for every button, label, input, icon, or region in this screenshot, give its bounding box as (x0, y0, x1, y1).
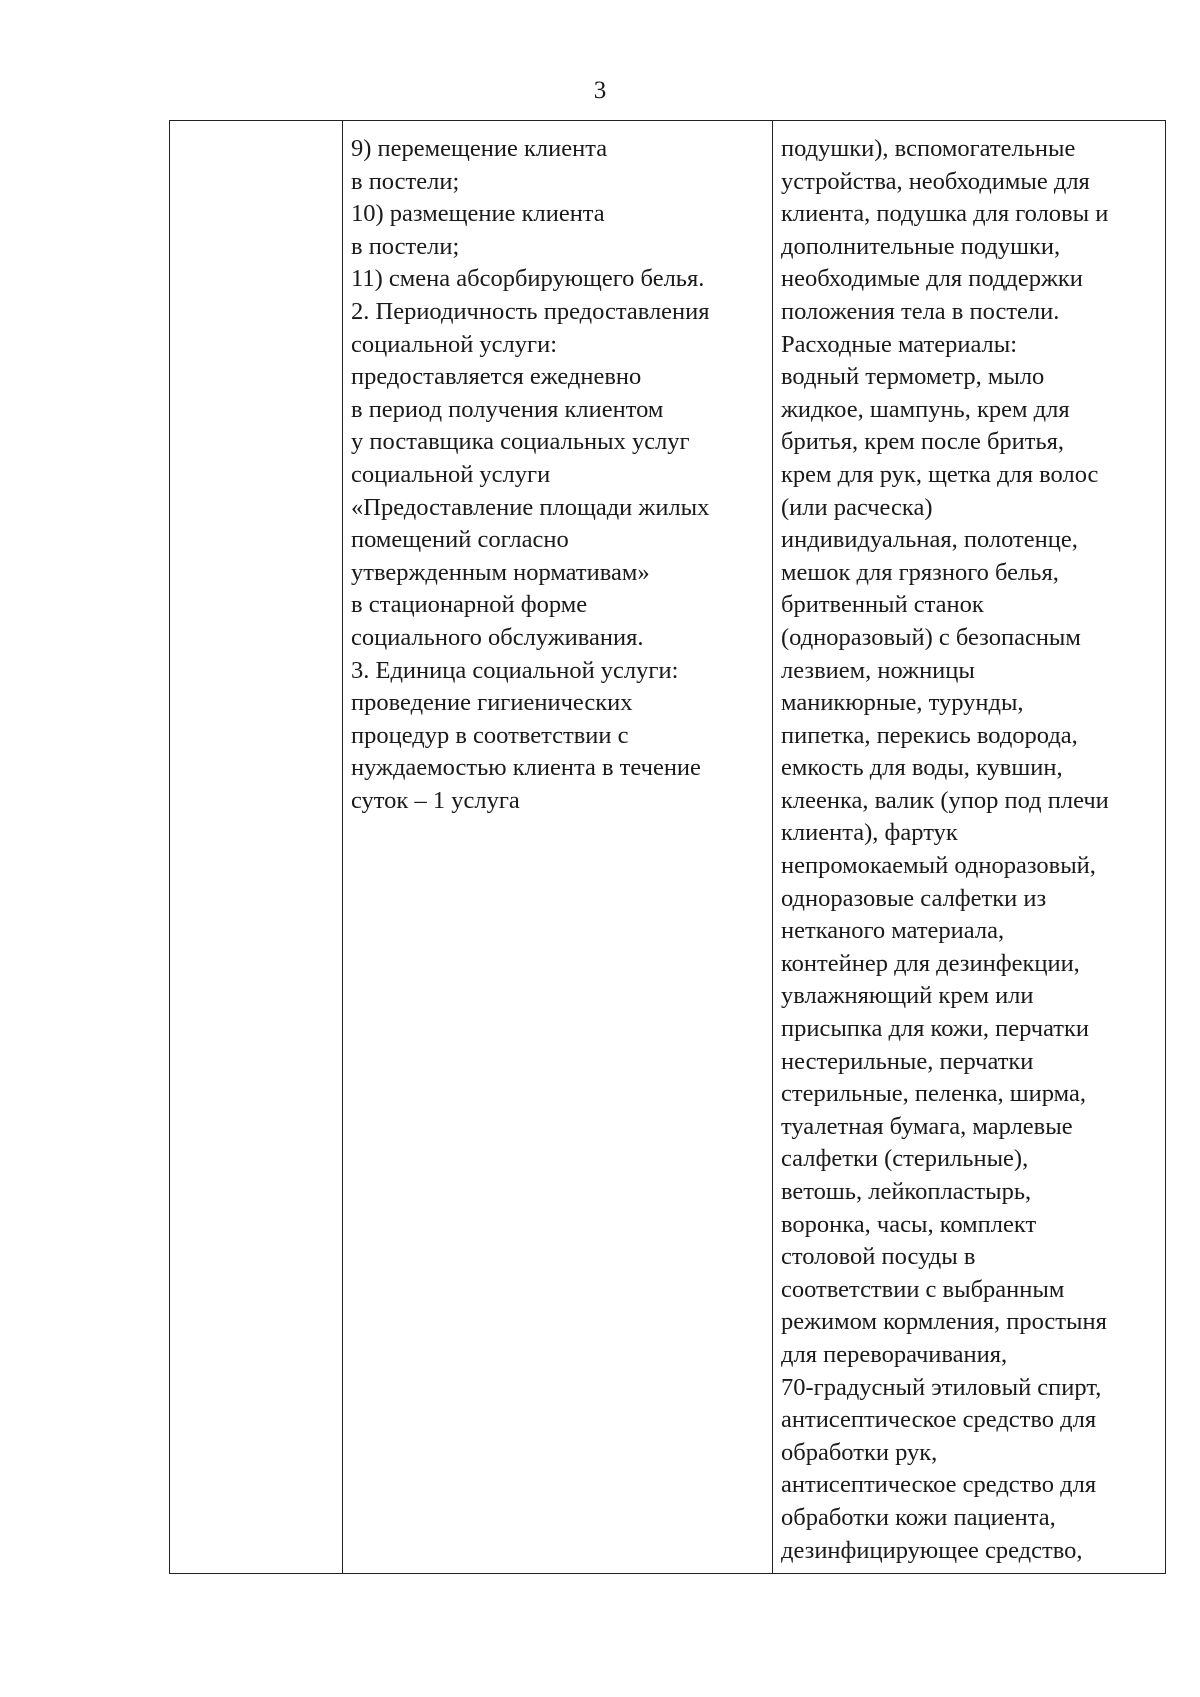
cell-text-col2 (343, 121, 772, 817)
text-line: подушки), вспомогательные (781, 135, 1076, 162)
text-line: нуждаемостью клиента в течение (351, 754, 701, 782)
text-line: необходимые для поддержки (781, 265, 1083, 293)
text-line: для переворачивания, (781, 1340, 1008, 1368)
text-line: стерильные, пеленка, ширма, (781, 1080, 1086, 1108)
text-line: водный термометр, мыло (781, 363, 1045, 391)
text-line: туалетная бумага, марлевые (781, 1112, 1073, 1140)
text-line: клеенка, валик (упор под плечи (781, 786, 1109, 814)
text-line: емкость для воды, кувшин, (781, 754, 1063, 782)
text-line: клиента), фартук (781, 819, 958, 847)
text-line: устройства, необходимые для (781, 167, 1090, 195)
text-line: клиента, подушка для головы и (781, 200, 1109, 228)
text-line: бритвенный станок (781, 591, 984, 619)
text-line: Расходные материалы: (781, 330, 1018, 358)
text-line: одноразовые салфетки из (781, 884, 1047, 912)
text-line: утвержденным нормативам» (351, 558, 650, 586)
text-line: антисептическое средство для (781, 1471, 1097, 1499)
text-line: процедур в соответствии с (351, 721, 629, 749)
text-line: 10) размещение клиента (351, 200, 605, 228)
text-line: пипетка, перекись водорода, (781, 721, 1078, 749)
table-cell-materials (773, 121, 1167, 1573)
table-cell-service-description (343, 121, 773, 1573)
text-line: проведение гигиенических (351, 689, 633, 717)
text-line: «Предоставление площади жилых (351, 493, 710, 521)
text-line: столовой посуды в (781, 1243, 976, 1271)
text-line: салфетки (стерильные), (781, 1145, 1029, 1173)
text-line: (одноразовый) с безопасным (781, 623, 1081, 651)
text-line: воронка, часы, комплект (781, 1210, 1037, 1238)
text-line: непромокаемый одноразовый, (781, 852, 1096, 880)
text-line: 70-градусный этиловый спирт, (781, 1373, 1102, 1401)
text-line: социальной услуги: (351, 330, 558, 358)
text-line: ветошь, лейкопластырь, (781, 1178, 1032, 1205)
text-line: положения тела в постели. (781, 297, 1060, 325)
table-cell-empty (170, 121, 343, 1573)
text-line: мешок для грязного белья, (781, 558, 1059, 586)
text-line: антисептическое средство для (781, 1406, 1097, 1434)
text-line: соответствии с выбранным (781, 1275, 1065, 1303)
text-line: у поставщика социальных услуг (351, 428, 690, 456)
cell-text-col3 (773, 121, 1167, 1567)
text-line: в постели; (351, 232, 460, 260)
text-line: помещений согласно (351, 526, 569, 554)
page-number: 3 (593, 77, 607, 104)
text-line: режимом кормления, простыня (781, 1308, 1107, 1336)
text-line: 2. Периодичность предоставления (351, 297, 710, 325)
text-line: социального обслуживания. (351, 623, 644, 651)
text-line: (или расческа) (781, 493, 933, 521)
text-line: суток – 1 услуга (351, 786, 520, 814)
text-line: увлажняющий крем или (781, 982, 1034, 1010)
text-line: в стационарной форме (351, 591, 588, 619)
text-line: обработки рук, (781, 1438, 938, 1466)
text-line: дезинфицирующее средство, (781, 1536, 1083, 1564)
text-line: нестерильные, перчатки (781, 1047, 1034, 1075)
text-line: крем для рук, щетка для волос (781, 460, 1099, 488)
text-line: в постели; (351, 167, 460, 195)
text-line: индивидуальная, полотенце, (781, 526, 1078, 554)
services-table (169, 120, 1166, 1574)
text-line: бритья, крем после бритья, (781, 428, 1065, 456)
text-line: в период получения клиентом (351, 395, 664, 423)
text-line: присыпка для кожи, перчатки (781, 1015, 1090, 1043)
text-line: обработки кожи пациента, (781, 1503, 1056, 1531)
text-line: 3. Единица социальной услуги: (351, 656, 679, 684)
text-line: социальной услуги (351, 460, 551, 488)
text-line: 11) смена абсорбирующего белья. (351, 265, 705, 293)
text-line: предоставляется ежедневно (351, 363, 642, 391)
text-line: дополнительные подушки, (781, 232, 1061, 260)
text-line: нетканого материала, (781, 917, 1005, 945)
text-line: маникюрные, турунды, (781, 689, 1024, 717)
text-line: жидкое, шампунь, крем для (781, 395, 1070, 423)
text-line: контейнер для дезинфекции, (781, 949, 1080, 977)
text-line: 9) перемещение клиента (351, 135, 608, 162)
text-line: лезвием, ножницы (781, 656, 975, 684)
